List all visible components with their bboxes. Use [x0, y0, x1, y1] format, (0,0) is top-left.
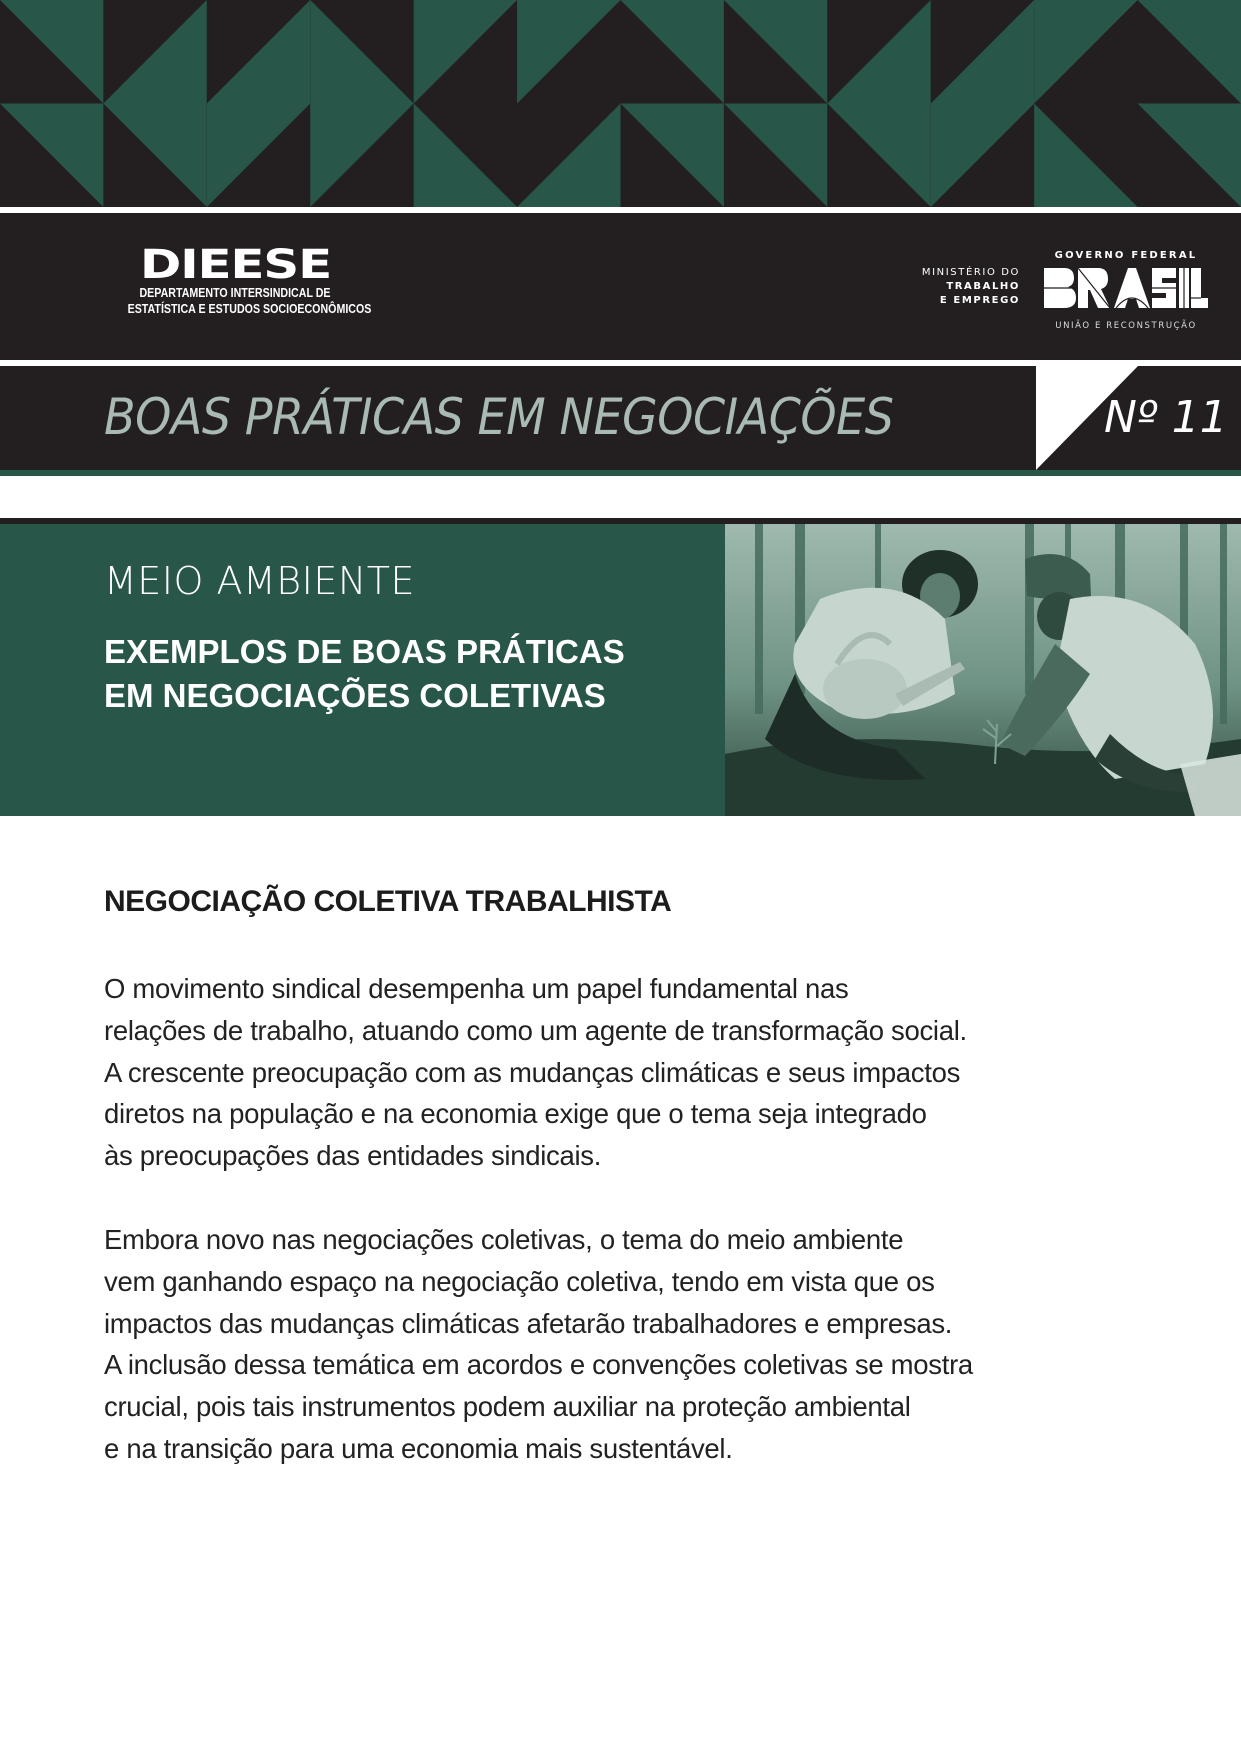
ministry-line2: TRABALHO — [946, 281, 1020, 292]
paragraph-1-line: às preocupações das entidades sindicais. — [104, 1140, 602, 1172]
ministry-line3: E EMPREGO — [939, 295, 1020, 306]
dieese-logo — [104, 242, 372, 317]
paragraph-1-line: O movimento sindical desempenha um papel fundamental nas — [104, 973, 849, 1004]
geometric-triangle-pattern — [0, 0, 1241, 207]
ministry-line1: MINISTÉRIO DO — [921, 267, 1020, 278]
paragraph-2-line: impactos das mudanças climáticas afetarão trabalhadores e empresas. — [104, 1307, 953, 1339]
paragraph-1-line: diretos na população e na economia exige que o tema seja integrado — [104, 1098, 927, 1130]
paragraph-2-line: crucial, pois tais instrumentos podem auxiliar na proteção ambiental — [104, 1391, 911, 1423]
paragraph-2-line: vem ganhando espaço na negociação coletiva, tendo em vista que os — [104, 1265, 935, 1297]
paragraph-2-line: Embora novo nas negociações coletivas, o tema do meio ambiente — [104, 1224, 904, 1255]
paragraph-2-line: A inclusão dessa temática em acordos e convenções coletivas se mostra — [104, 1349, 973, 1381]
paragraph-1-line: A crescente preocupação com as mudanças climáticas e seus impactos — [104, 1056, 961, 1088]
title-green-stripe — [0, 470, 1241, 476]
series-title: BOAS PRÁTICAS EM NEGOCIAÇÕES — [104, 388, 894, 446]
topic-heading — [104, 630, 625, 718]
government-bottom-label: UNIÃO E RECONSTRUÇÃO — [1055, 321, 1197, 331]
paragraph-2 — [104, 1219, 1184, 1470]
brasil-wordmark-icon — [1044, 268, 1208, 308]
topic-heading-line2: EM NEGOCIAÇÕES COLETIVAS — [104, 677, 606, 714]
section-heading: NEGOCIAÇÃO COLETIVA TRABALHISTA — [104, 885, 672, 918]
dieese-subtitle-line2: ESTATÍSTICA E ESTUDOS SOCIOECONÔMICOS — [127, 301, 372, 316]
paragraph-1-line: relações de trabalho, atuando como um agente de transformação social. — [104, 1014, 967, 1046]
dieese-wordmark: DIEESE — [139, 242, 331, 288]
dieese-subtitle-line1: DEPARTAMENTO INTERSINDICAL DE — [139, 285, 331, 300]
topic-heading-line1: EXEMPLOS DE BOAS PRÁTICAS — [104, 633, 625, 670]
government-logo — [1040, 250, 1212, 331]
government-top-label: GOVERNO FEDERAL — [1054, 250, 1198, 261]
tree-planting-photo — [725, 524, 1241, 816]
topic-label: MEIO AMBIENTE — [104, 559, 416, 603]
paragraph-1 — [104, 968, 1184, 1177]
issue-number: Nº 11 — [1104, 392, 1228, 443]
paragraph-2-line: e na transição para uma economia mais sustentável. — [104, 1432, 733, 1464]
ministry-logo — [890, 266, 1020, 308]
